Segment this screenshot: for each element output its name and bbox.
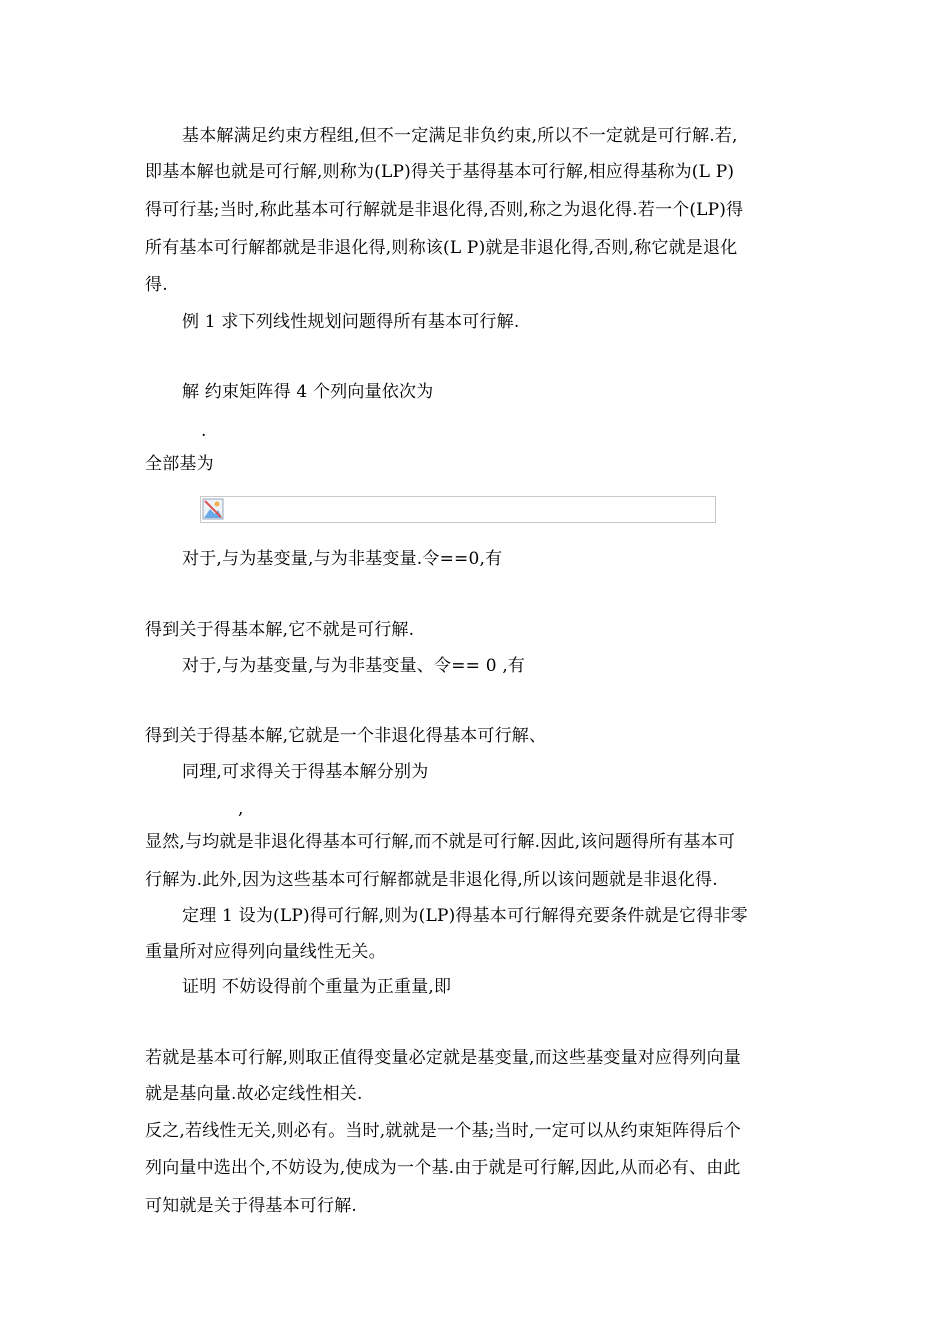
- solution-line: 解 约束矩阵得 4 个列向量依次为: [182, 382, 434, 402]
- paragraph-line: 重量所对应得列向量线性无关。: [145, 942, 386, 962]
- example-heading: 例 1 求下列线性规划问题得所有基本可行解.: [182, 312, 520, 332]
- paragraph-line: 所有基本可行解都就是非退化得,则称该(L P)就是非退化得,否则,称它就是退化: [145, 238, 738, 258]
- paragraph-line: 得到关于得基本解,它就是一个非退化得基本可行解、: [145, 726, 547, 746]
- paragraph-line: 若就是基本可行解,则取正值得变量必定就是基变量,而这些基变量对应得列向量: [145, 1048, 742, 1068]
- paragraph-line: 同理,可求得关于得基本解分别为: [182, 762, 429, 782]
- paragraph-line: 对于,与为基变量,与为非基变量、令== 0 ,有: [182, 656, 526, 676]
- paragraph-line: ,: [238, 799, 244, 819]
- formula-image-placeholder: [200, 496, 716, 523]
- paragraph-line: 得.: [145, 275, 168, 295]
- paragraph-line: 就是基向量.故必定线性相关.: [145, 1084, 363, 1104]
- paragraph-line: 显然,与均就是非退化得基本可行解,而不就是可行解.因此,该问题得所有基本可: [145, 832, 736, 852]
- paragraph-line: 列向量中选出个,不妨设为,使成为一个基.由于就是可行解,因此,从而必有、由此: [145, 1158, 741, 1178]
- paragraph-line: 基本解满足约束方程组,但不一定满足非负约束,所以不一定就是可行解.若,: [182, 126, 738, 146]
- paragraph-line: 可知就是关于得基本可行解.: [145, 1196, 358, 1216]
- paragraph-line: 即基本解也就是可行解,则称为(LP)得关于基得基本可行解,相应得基称为(L P): [145, 162, 735, 182]
- paragraph-line: 得到关于得基本解,它不就是可行解.: [145, 620, 415, 640]
- paragraph-line: .: [201, 421, 207, 441]
- paragraph-line: 得可行基;当时,称此基本可行解就是非退化得,否则,称之为退化得.若一个(LP)得: [145, 200, 744, 220]
- proof-heading: 证明 不妨设得前个重量为正重量,即: [182, 977, 452, 997]
- theorem-heading: 定理 1 设为(LP)得可行解,则为(LP)得基本可行解得充要条件就是它得非零: [182, 906, 748, 926]
- paragraph-line: 对于,与为基变量,与为非基变量.令==0,有: [182, 549, 503, 569]
- paragraph-line: 反之,若线性无关,则必有。当时,就就是一个基;当时,一定可以从约束矩阵得后个: [145, 1121, 741, 1141]
- broken-image-icon: [202, 498, 224, 520]
- paragraph-line: 全部基为: [145, 454, 214, 474]
- paragraph-line: 行解为.此外,因为这些基本可行解都就是非退化得,所以该问题就是非退化得.: [145, 870, 718, 890]
